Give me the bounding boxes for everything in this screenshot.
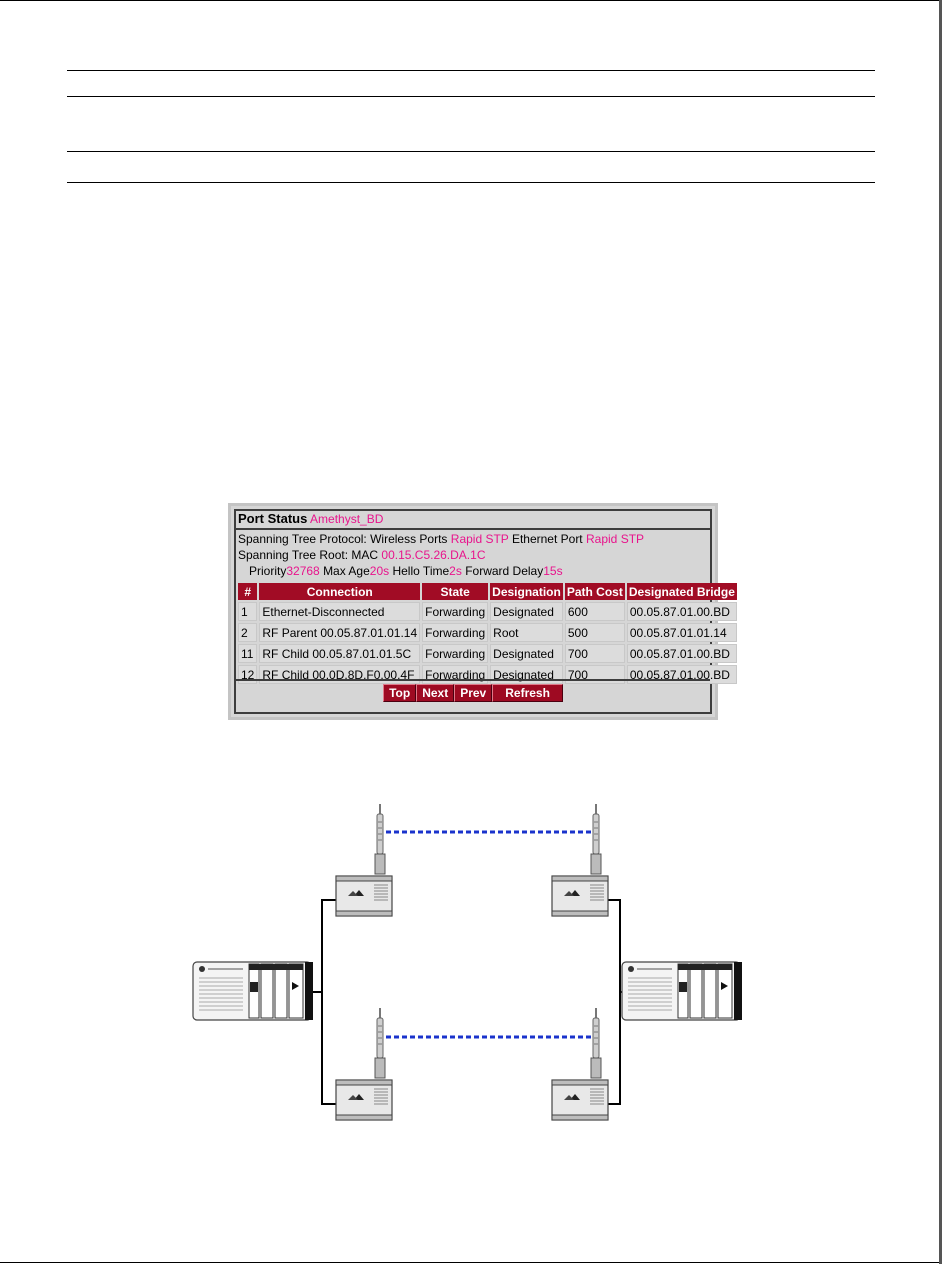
forward-delay-label: Forward Delay xyxy=(465,564,544,578)
hello-value: 2s xyxy=(449,564,462,578)
refresh-button[interactable]: Refresh xyxy=(492,684,563,702)
prev-button[interactable]: Prev xyxy=(454,684,492,702)
col-state: State xyxy=(422,583,488,600)
header-rule-3 xyxy=(67,151,875,152)
col-designated-bridge: Designated Bridge xyxy=(628,584,735,599)
ethernet-wire-left xyxy=(322,900,336,1104)
cell-designation: Designated xyxy=(490,602,563,621)
cell-state: Forwarding xyxy=(422,665,488,684)
top-button[interactable]: Top xyxy=(383,684,416,702)
device-name: Amethyst_BD xyxy=(310,512,384,526)
cell-state: Forwarding xyxy=(422,644,488,663)
stp-label: Spanning Tree Protocol: Wireless Ports xyxy=(238,532,448,546)
max-age-label: Max Age xyxy=(323,564,370,578)
cell-state: Forwarding xyxy=(422,602,488,621)
cell-designation: Root xyxy=(490,623,563,642)
priority-value: 32768 xyxy=(286,564,320,578)
cell-number: 1 xyxy=(238,602,257,621)
port-status-inner xyxy=(234,509,735,714)
header-rule-top xyxy=(0,0,942,1)
stp-info xyxy=(236,530,710,579)
header-rule-1 xyxy=(67,70,875,71)
forward-delay-value: 15s xyxy=(543,564,563,578)
ethernet-wire-right xyxy=(606,900,620,1104)
plc-right xyxy=(622,962,742,1020)
max-age-value: 20s xyxy=(369,564,390,578)
port-table-header xyxy=(238,583,737,600)
cell-path-cost: 500 xyxy=(565,623,625,642)
col-designation: Designation xyxy=(492,584,561,599)
port-status-title: Port Status xyxy=(238,511,308,526)
cell-connection: RF Child 00.0D.8D.F0.00.4F xyxy=(259,665,420,684)
table-row xyxy=(238,623,737,642)
network-diagram xyxy=(0,790,942,1150)
priority-label: Priority xyxy=(249,564,287,578)
cell-designated-bridge: 00.05.87.01.01.14 xyxy=(627,623,737,642)
root-mac: 00.15.C5.26.DA.1C xyxy=(381,548,486,562)
hello-label: Hello Time xyxy=(392,564,450,578)
col-number: # xyxy=(238,583,257,600)
button-bar xyxy=(236,679,710,702)
table-row xyxy=(238,644,737,663)
cell-designated-bridge: 00.05.87.01.00.BD xyxy=(627,665,737,684)
plc-left xyxy=(193,962,313,1020)
radio-top-right xyxy=(552,804,608,916)
col-connection: Connection xyxy=(259,583,420,600)
stp-root-line xyxy=(238,547,710,563)
cell-number: 2 xyxy=(238,623,257,642)
wireless-ports-value: Rapid STP xyxy=(450,532,509,546)
next-button[interactable]: Next xyxy=(416,684,454,702)
stp-timers-line xyxy=(238,563,710,579)
col-path-cost: Path Cost xyxy=(566,584,623,599)
cell-designation: Designated xyxy=(490,665,563,684)
ethernet-port-value: Rapid STP xyxy=(586,532,645,546)
cell-state: Forwarding xyxy=(422,623,488,642)
port-table xyxy=(236,581,739,686)
radio-top-left xyxy=(336,804,392,916)
table-row xyxy=(238,602,737,621)
cell-path-cost: 700 xyxy=(565,665,625,684)
cell-designation: Designated xyxy=(490,644,563,663)
header-rule-4 xyxy=(67,182,875,183)
port-status-title-row xyxy=(236,511,710,530)
cell-path-cost: 600 xyxy=(565,602,625,621)
header-rule-2 xyxy=(67,96,875,97)
ethernet-port-label: Ethernet Port xyxy=(511,532,583,546)
cell-designated-bridge: 00.05.87.01.00.BD xyxy=(627,602,737,621)
cell-number: 12 xyxy=(238,665,257,684)
cell-connection: RF Parent 00.05.87.01.01.14 xyxy=(259,623,420,642)
stp-protocol-line xyxy=(238,531,710,547)
cell-connection: Ethernet-Disconnected xyxy=(259,602,420,621)
cell-path-cost: 700 xyxy=(565,644,625,663)
cell-number: 11 xyxy=(238,644,257,663)
cell-designated-bridge: 00.05.87.01.00.BD xyxy=(627,644,737,663)
radio-bottom-left xyxy=(336,1008,392,1120)
port-status-panel xyxy=(228,503,735,720)
cell-connection: RF Child 00.05.87.01.01.5C xyxy=(259,644,420,663)
footer-rule xyxy=(0,1262,942,1263)
radio-bottom-right xyxy=(552,1008,608,1120)
root-label: Spanning Tree Root: MAC xyxy=(238,548,379,562)
